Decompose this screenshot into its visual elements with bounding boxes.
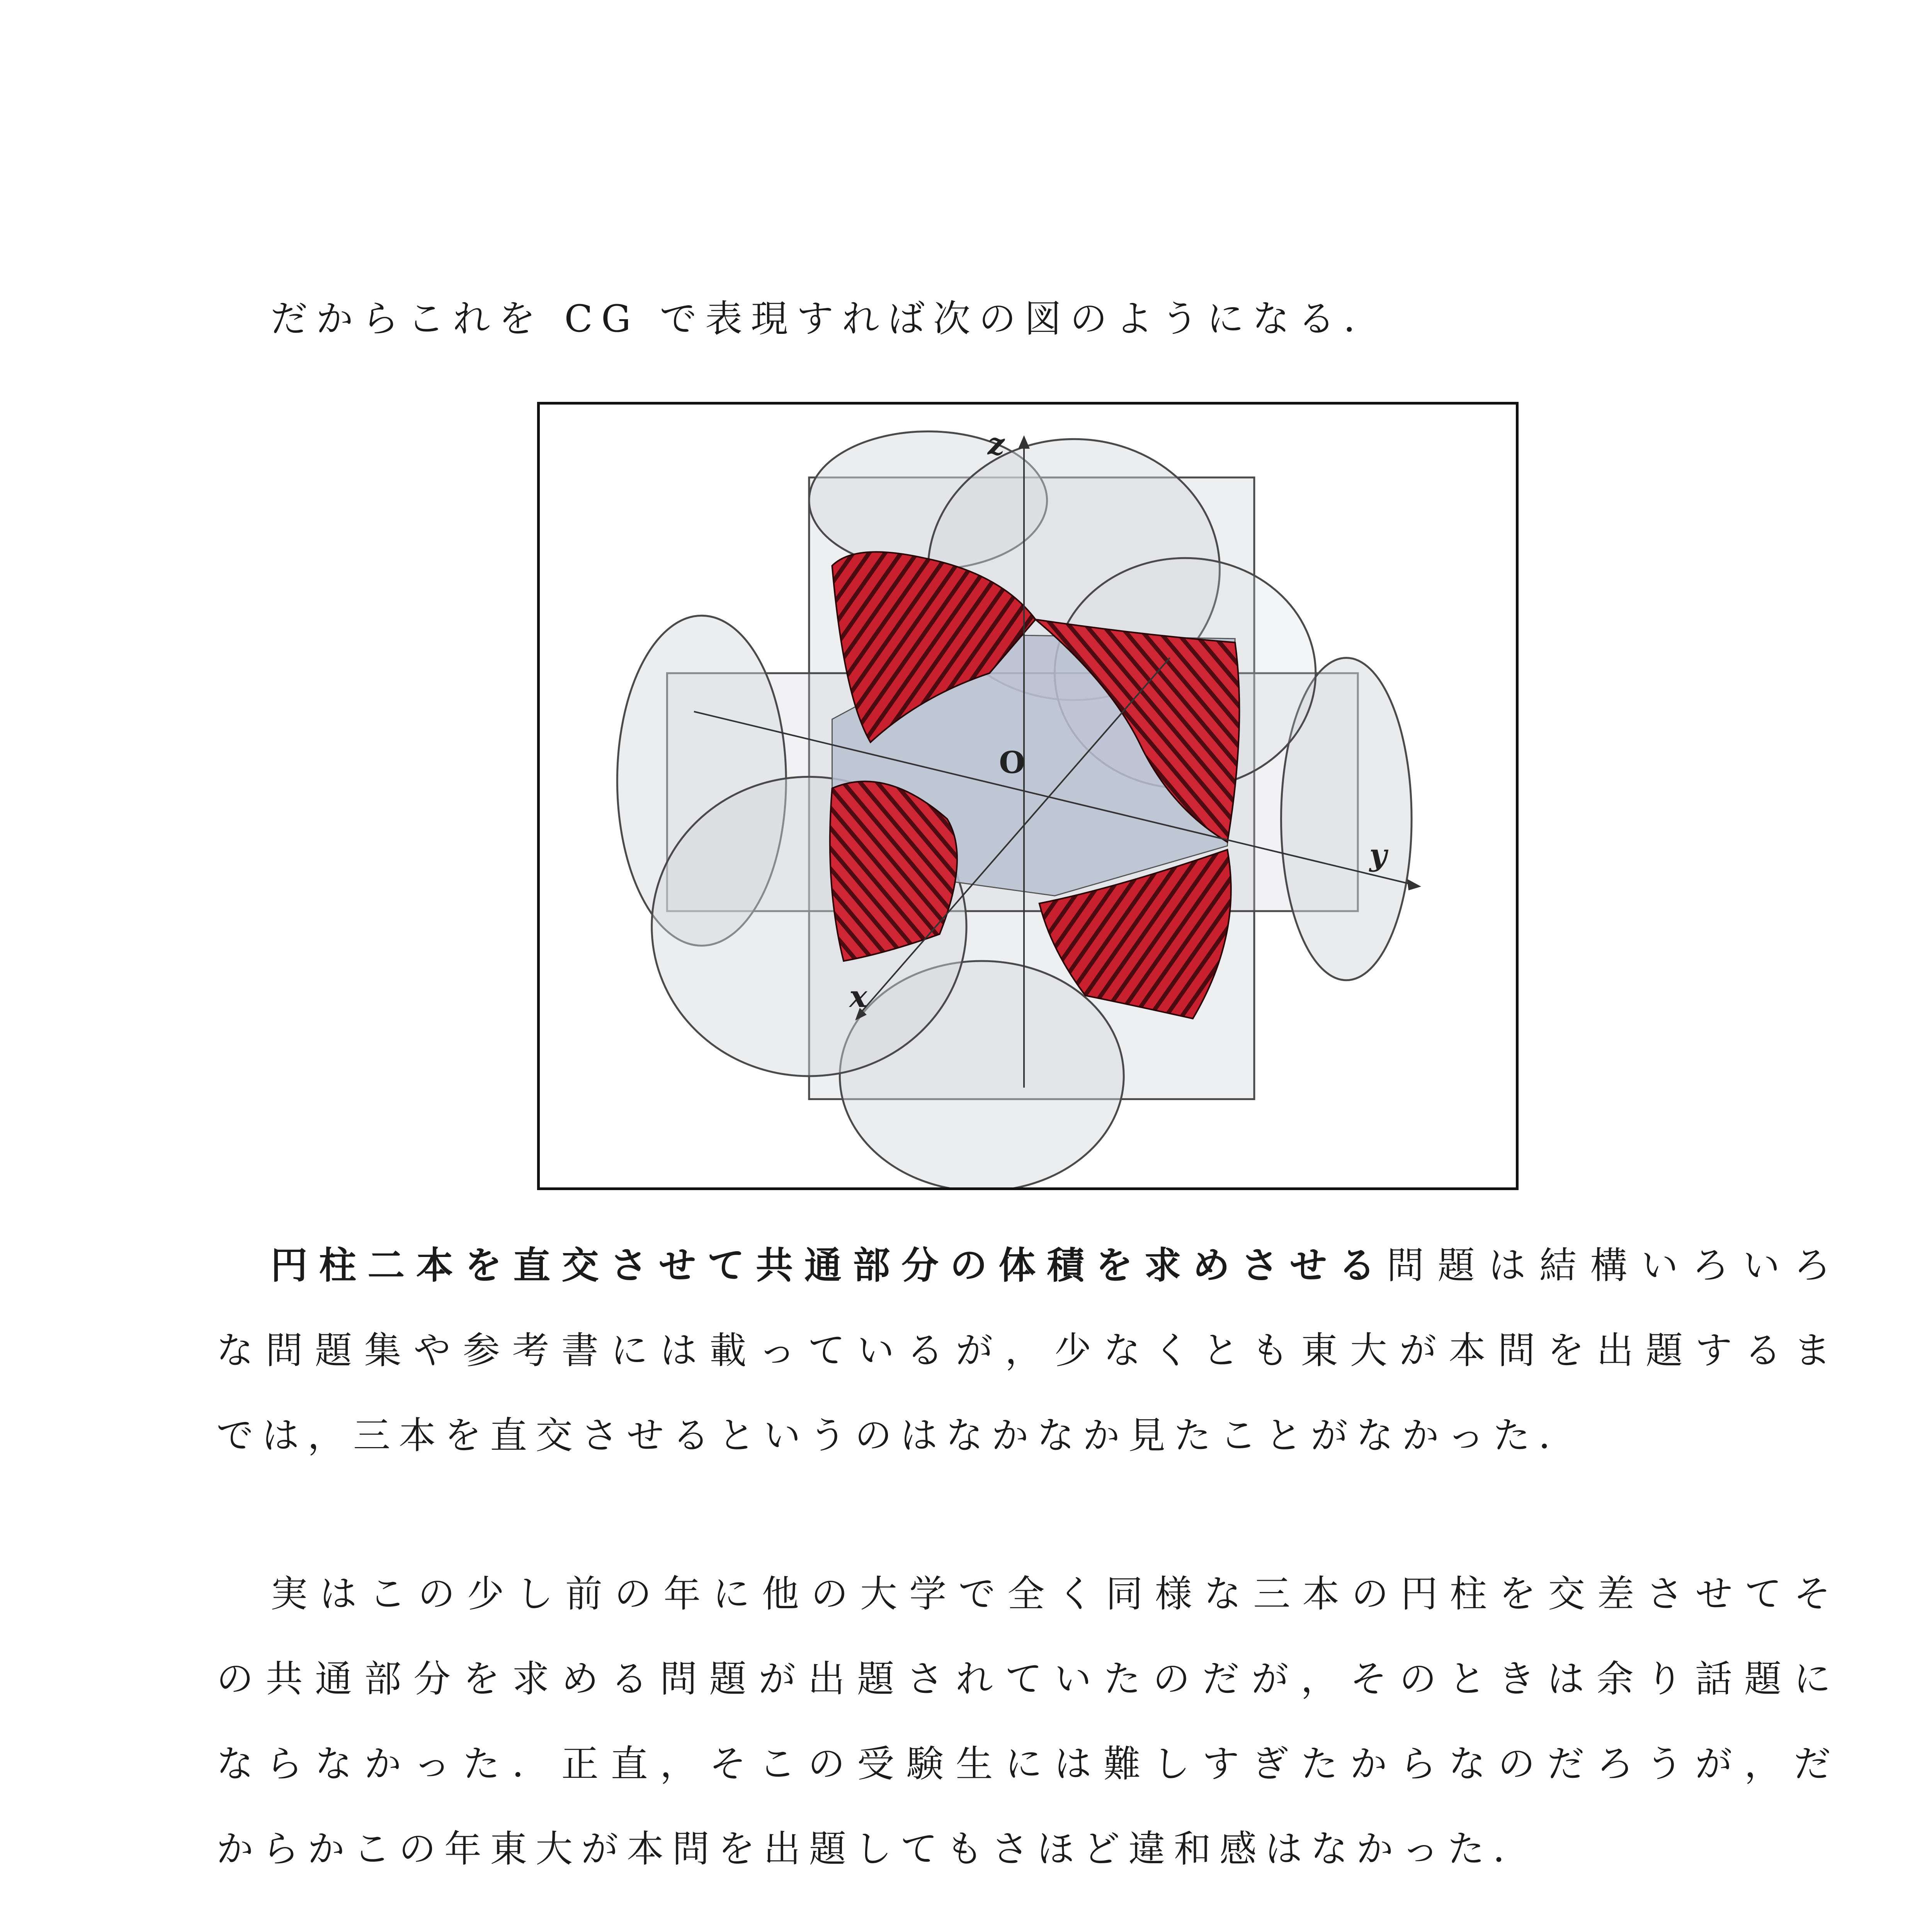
para2-line4: からかこの年東大が本問を出題してもさほど違和感はなかった． <box>216 1827 1539 1871</box>
figure-cylinders <box>537 402 1519 1190</box>
para1-line1 <box>216 1240 1839 1291</box>
para1-line3: では，三本を直交させるというのはなかなか見たことがなかった． <box>216 1414 1584 1457</box>
origin-label: O <box>999 745 1025 781</box>
para2-line2: の共通部分を求める問題が出題されていたのだが，そのときは余り話題に <box>216 1657 1839 1701</box>
axis-label-z: z <box>987 427 1005 462</box>
para1-line1-rest: 問題は結構いろいろ <box>1387 1244 1840 1287</box>
axis-label-y: y <box>1369 837 1387 872</box>
para2-line1: 実はこの少し前の年に他の大学で全く同様な三本の円柱を交差させてそ <box>270 1572 1839 1616</box>
para2-line3: ならなかった．正直，そこの受験生には難しすぎたからなのだろうが，だ <box>216 1742 1839 1786</box>
axis-label-x: x <box>849 979 867 1015</box>
para1-bold-phrase: 円柱二本を直交させて共通部分の体積を求めさせる <box>270 1244 1387 1287</box>
para1-line2: な問題集や参考書には載っているが，少なくとも東大が本問を出題するま <box>216 1329 1839 1372</box>
intro-text: だからこれを CG で表現すれば次の図のようになる． <box>270 297 1389 340</box>
cylinder-intersection-graphic <box>540 405 1516 1187</box>
